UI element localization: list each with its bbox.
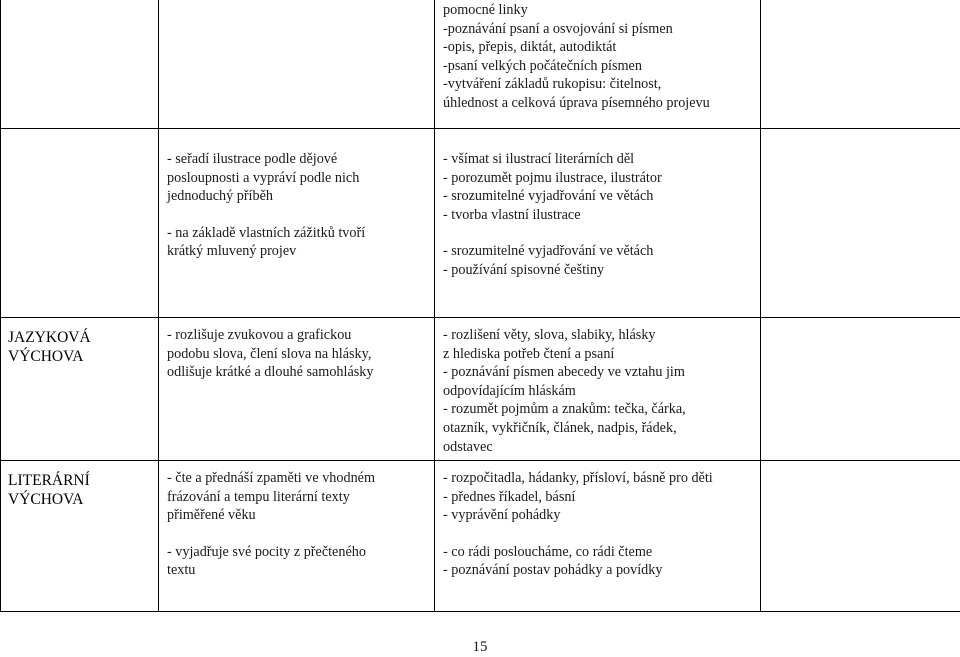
page-number: 15	[472, 639, 488, 655]
content-line: - rozlišení věty, slova, slabiky, hlásky	[443, 327, 656, 343]
outcomes-cell	[159, 0, 435, 129]
content-line: - rozpočitadla, hádanky, přísloví, básně pro děti	[443, 470, 713, 486]
paragraph-gap	[443, 525, 754, 543]
outcomes-cell	[159, 129, 435, 318]
subject-heading-line: VÝCHOVA	[8, 348, 84, 365]
content-line: -poznávání psaní a osvojování si písmen	[443, 20, 673, 37]
subject-heading-line: LITERÁRNÍ	[8, 472, 90, 489]
content-line: - používání spisovné češtiny	[443, 261, 605, 278]
paragraph-gap	[167, 525, 428, 543]
content-line: - porozumět pojmu ilustrace, ilustrátor	[443, 169, 662, 186]
outcomes-cell	[159, 318, 435, 461]
content-cell	[435, 129, 761, 318]
notes-cell	[761, 129, 960, 318]
notes-cell	[761, 318, 960, 461]
content-line: odpovídajícím hláskám	[443, 382, 576, 399]
outcome-line: - rozlišuje zvukovou a grafickou	[167, 327, 352, 343]
notes-cell	[761, 0, 960, 129]
subject-cell	[1, 461, 159, 612]
table-row	[1, 129, 960, 318]
outcome-line: odlišuje krátké a dlouhé samohlásky	[167, 364, 374, 381]
content-cell	[435, 461, 761, 612]
outcome-line: - na základě vlastních zážitků tvoří	[167, 224, 366, 241]
paragraph-gap	[167, 206, 428, 224]
content-line: odstavec	[443, 438, 493, 455]
content-line: - přednes říkadel, básní	[443, 488, 576, 505]
outcomes-cell	[159, 461, 435, 612]
table-row	[1, 0, 960, 129]
content-line: - srozumitelné vyjadřování ve větách	[443, 243, 654, 260]
outcome-line: frázování a tempu literární texty	[167, 488, 350, 505]
outcome-line: posloupnosti a vypráví podle nich	[167, 169, 360, 186]
content-cell	[435, 318, 761, 461]
outcome-line: jednoduchý příběh	[167, 188, 273, 205]
content-line: -psaní velkých počátečních písmen	[443, 57, 642, 74]
content-line: - poznávání postav pohádky a povídky	[443, 562, 663, 579]
content-line: pomocné linky	[443, 2, 528, 18]
content-line: -opis, přepis, diktát, autodiktát	[443, 39, 617, 56]
content-line: z hlediska potřeb čtení a psaní	[443, 345, 615, 362]
content-line: - tvorba vlastní ilustrace	[443, 206, 581, 223]
content-line: - co rádi posloucháme, co rádi čteme	[443, 543, 653, 560]
table-row	[1, 318, 960, 461]
outcome-line: podobu slova, člení slova na hlásky,	[167, 345, 372, 362]
content-line: - rozumět pojmům a znakům: tečka, čárka,	[443, 401, 686, 418]
content-line: -vytváření základů rukopisu: čitelnost,	[443, 76, 662, 93]
subject-heading	[1, 318, 158, 366]
subject-cell	[1, 318, 159, 461]
content-line: - poznávání písmen abecedy ve vztahu jim	[443, 364, 685, 381]
table-row	[1, 461, 960, 612]
notes-cell	[761, 461, 960, 612]
content-line: - všímat si ilustrací literárních děl	[443, 151, 635, 167]
subject-heading-line: JAZYKOVÁ	[8, 329, 91, 346]
content-line: - srozumitelné vyjadřování ve větách	[443, 188, 654, 205]
outcome-line: krátký mluvený projev	[167, 243, 297, 260]
paragraph-gap	[443, 224, 754, 242]
outcome-line: textu	[167, 562, 196, 579]
subject-cell	[1, 0, 159, 129]
subject-cell	[1, 129, 159, 318]
content-line: - vyprávění pohádky	[443, 507, 561, 524]
outcome-line: - čte a přednáší zpaměti ve vhodném	[167, 470, 375, 486]
subject-heading	[1, 461, 158, 509]
subject-heading-line: VÝCHOVA	[8, 491, 84, 508]
content-cell	[435, 0, 761, 129]
outcome-line: - vyjadřuje své pocity z přečteného	[167, 543, 366, 560]
content-line: otazník, vykřičník, článek, nadpis, řádek,	[443, 419, 677, 436]
outcome-line: přiměřené věku	[167, 507, 256, 524]
outcome-line: - seřadí ilustrace podle dějové	[167, 151, 338, 167]
content-line: úhlednost a celková úprava písemného projevu	[443, 94, 710, 111]
